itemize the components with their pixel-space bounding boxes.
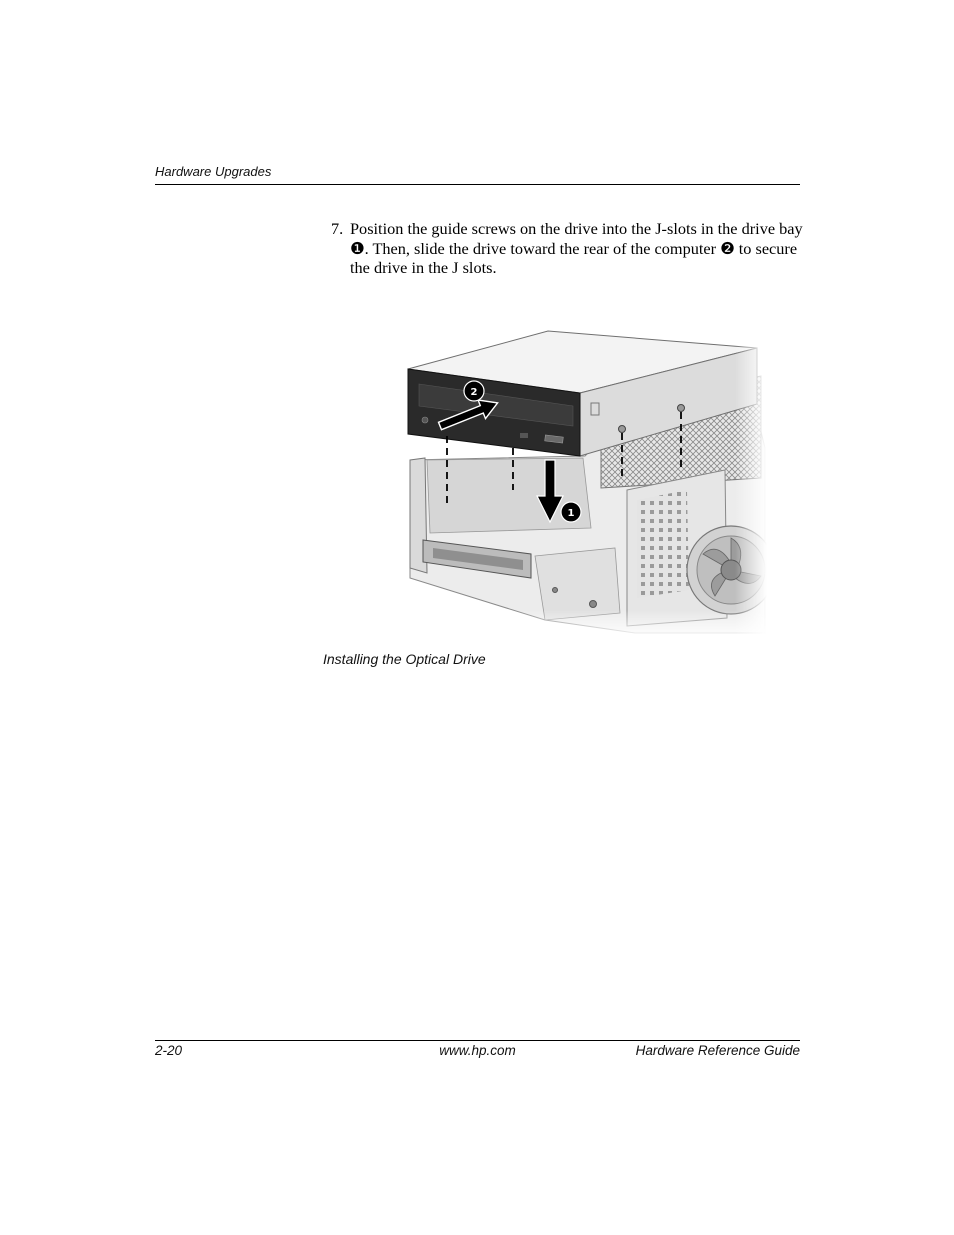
- page-number: 2-20: [155, 1043, 183, 1058]
- callout-1-label: 1: [567, 508, 575, 519]
- footer-url: www.hp.com: [439, 1043, 516, 1058]
- step-text: Position the guide screws on the drive into the J-slots in the drive bay ❶. Then, slide the drive toward the rear of the computer ❷ to secure the drive in the J slots.: [350, 219, 803, 277]
- header-rule: [155, 184, 800, 185]
- running-head: Hardware Upgrades: [155, 164, 272, 179]
- drive-activity-led: [520, 433, 528, 438]
- vent-holes: [637, 490, 689, 598]
- callout-2-label: 2: [470, 387, 478, 398]
- chassis-front-lower: [535, 548, 620, 620]
- chassis-screw-icon: [553, 588, 558, 593]
- step-number: 7.: [331, 219, 344, 238]
- optical-drive-illustration: [405, 328, 767, 638]
- chassis-screw-icon: [590, 601, 597, 608]
- fade-bottom: [405, 610, 767, 638]
- drive-headphone-jack: [422, 417, 428, 423]
- footer-rule: [155, 1040, 800, 1041]
- figure-caption: Installing the Optical Drive: [323, 651, 486, 667]
- drive-bay-interior: [427, 458, 591, 533]
- fade-right: [735, 328, 767, 638]
- footer-guide-title: Hardware Reference Guide: [635, 1043, 800, 1058]
- guide-screw-icon: [678, 405, 685, 412]
- step-7: [331, 219, 805, 278]
- guide-screw-icon: [619, 426, 626, 433]
